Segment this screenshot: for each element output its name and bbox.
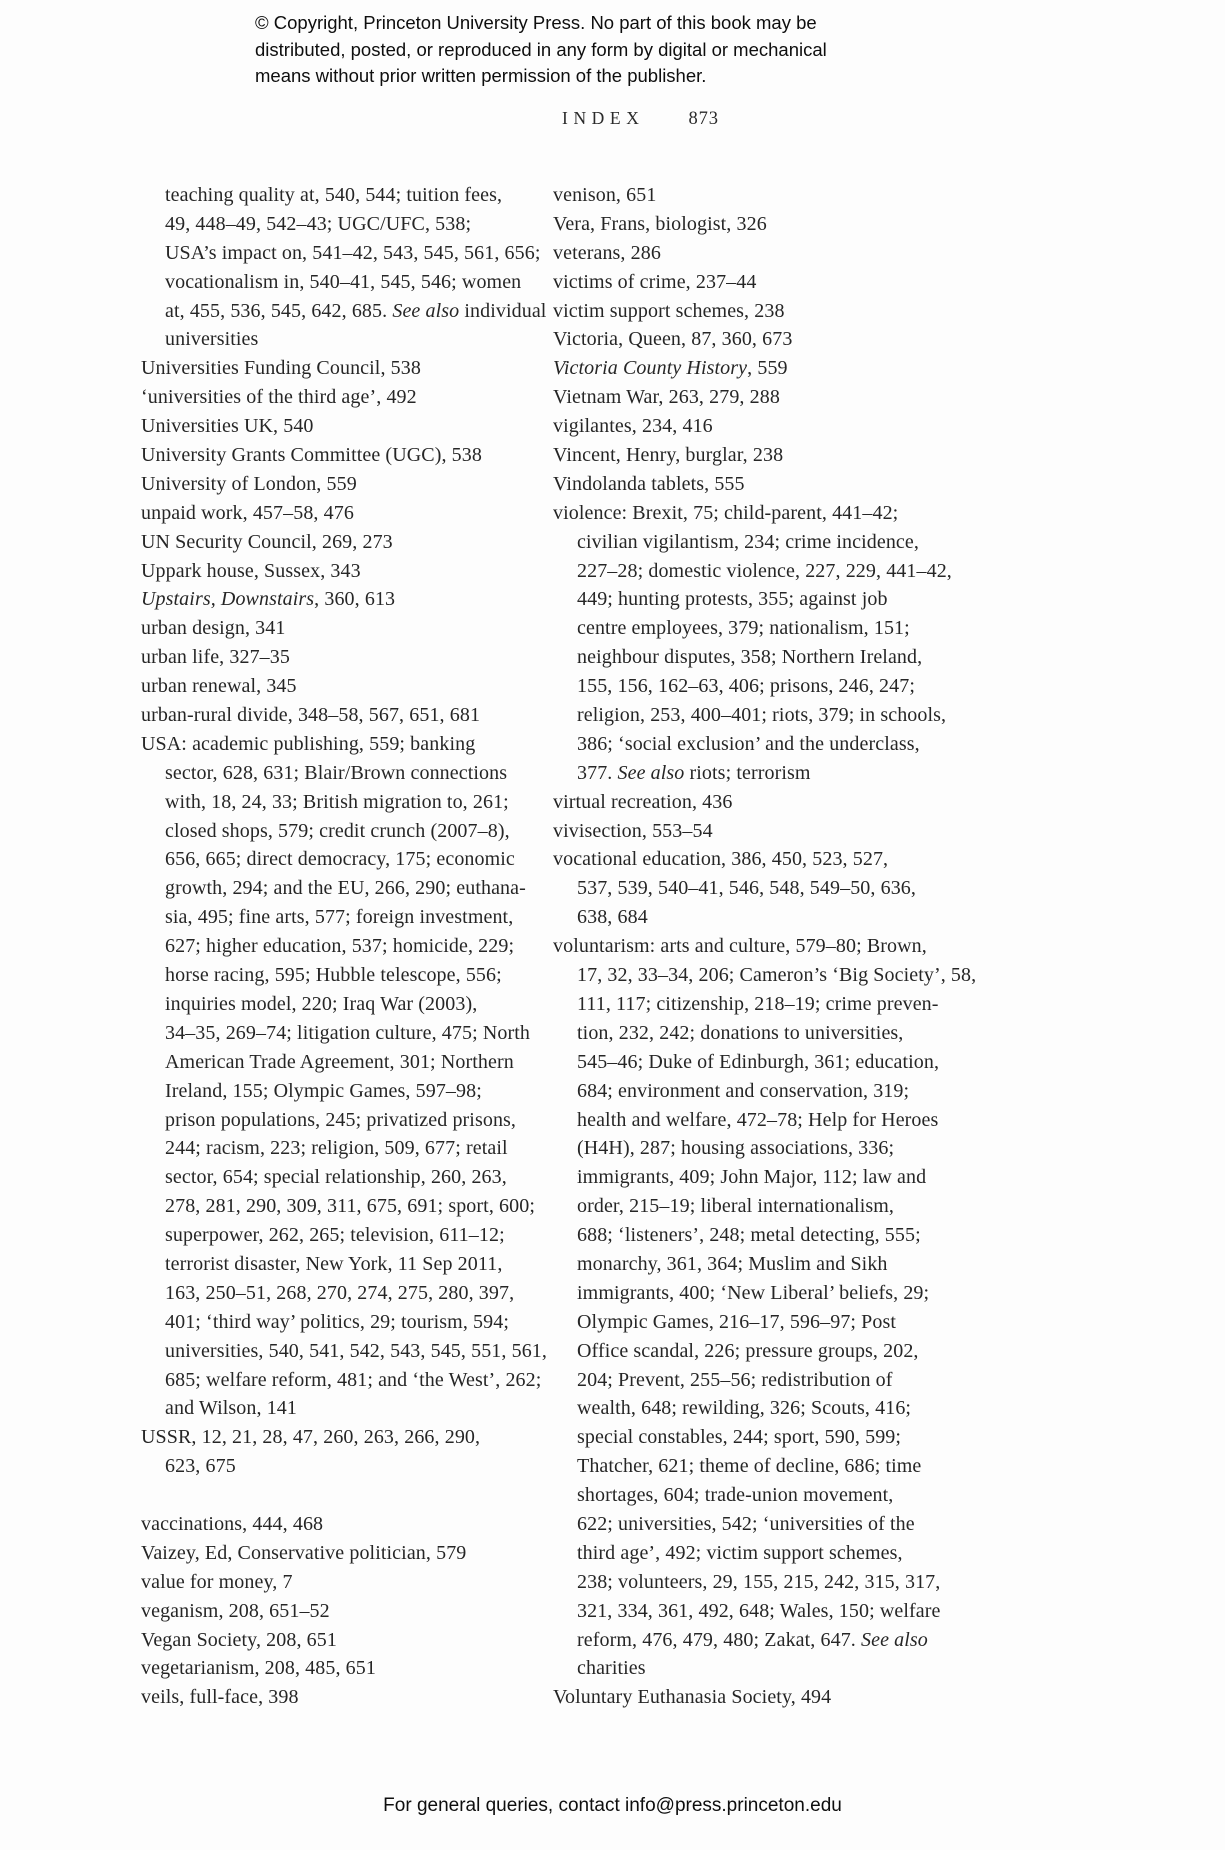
index-entry-line: vivisection, 553–54 bbox=[553, 819, 713, 842]
index-entry-line: universities, 540, 541, 542, 543, 545, 551, 561, bbox=[165, 1339, 548, 1362]
index-entry-line: Vincent, Henry, burglar, 238 bbox=[553, 444, 784, 467]
index-entry-line: 227–28; domestic violence, 227, 229, 441–42, bbox=[577, 559, 952, 582]
running-head bbox=[56, 108, 1225, 130]
index-entry-line: veils, full-face, 398 bbox=[141, 1686, 299, 1709]
index-entry-line: ‘universities of the third age’, 492 bbox=[141, 386, 417, 409]
index-entry-line: 401; ‘third way’ politics, 29; tourism, 594; bbox=[165, 1310, 509, 1333]
index-entry-line: venison, 651 bbox=[553, 184, 657, 206]
index-entry-line: urban design, 341 bbox=[141, 617, 286, 640]
index-entry-line: 244; racism, 223; religion, 509, 677; retail bbox=[165, 1137, 508, 1160]
index-entry-line: 656, 665; direct democracy, 175; economic bbox=[165, 848, 515, 871]
index-entry-line: Voluntary Euthanasia Society, 494 bbox=[553, 1686, 832, 1709]
page-footer bbox=[0, 1795, 1225, 1817]
index-entry-line: sector, 628, 631; Blair/Brown connections bbox=[165, 761, 508, 784]
index-entry-line: Olympic Games, 216–17, 596–97; Post bbox=[577, 1310, 897, 1333]
index-entry-line: vocational education, 386, 450, 523, 527, bbox=[553, 848, 889, 871]
index-entry-line: 537, 539, 540–41, 546, 548, 549–50, 636, bbox=[577, 877, 916, 900]
index-entry-line: violence: Brexit, 75; child-parent, 441–42; bbox=[553, 501, 899, 524]
index-entry-line: Universities Funding Council, 538 bbox=[141, 357, 421, 380]
index-entry-line: Universities UK, 540 bbox=[141, 415, 314, 438]
index-entry-line: urban life, 327–35 bbox=[141, 646, 290, 669]
footer-contact-line: For general queries, contact info@press.princeton.edu bbox=[383, 1795, 842, 1816]
index-entry-line: closed shops, 579; credit crunch (2007–8), bbox=[165, 819, 510, 842]
index-entry-line: USA: academic publishing, 559; banking bbox=[141, 732, 476, 755]
index-entry-line: teaching quality at, 540, 544; tuition fees, bbox=[165, 184, 503, 206]
index-entry-line: veterans, 286 bbox=[553, 241, 661, 264]
index-entry-line: Upstairs, Downstairs, 360, 613 bbox=[141, 588, 396, 611]
index-entry-line: order, 215–19; liberal internationalism, bbox=[577, 1195, 895, 1218]
index-entry-line: 627; higher education, 537; homicide, 229; bbox=[165, 935, 515, 958]
index-entry-line: shortages, 604; trade-union movement, bbox=[577, 1484, 894, 1507]
index-entry-line: sector, 654; special relationship, 260, 263, bbox=[165, 1166, 507, 1189]
index-title: INDEX bbox=[562, 108, 645, 128]
index-entry-line: 386; ‘social exclusion’ and the underclass, bbox=[577, 732, 920, 755]
index-entry-line: urban-rural divide, 348–58, 567, 651, 681 bbox=[141, 704, 481, 727]
index-entry-line: 545–46; Duke of Edinburgh, 361; education, bbox=[577, 1050, 940, 1073]
index-entry-line: 34–35, 269–74; litigation culture, 475; North bbox=[165, 1021, 531, 1044]
index-entry-line: wealth, 648; rewilding, 326; Scouts, 416; bbox=[577, 1397, 912, 1420]
index-entry-line: Vegan Society, 208, 651 bbox=[141, 1628, 337, 1651]
index-entry-line: Thatcher, 621; theme of decline, 686; time bbox=[577, 1455, 922, 1478]
copyright-line: distributed, posted, or reproduced in any form by digital or mechanical bbox=[255, 38, 827, 60]
index-entry-line: 622; universities, 542; ‘universities of the bbox=[577, 1512, 915, 1535]
index-entry-line: vaccinations, 444, 468 bbox=[141, 1512, 324, 1535]
index-entry-line: veganism, 208, 651–52 bbox=[141, 1599, 330, 1622]
index-entry-line: victims of crime, 237–44 bbox=[553, 270, 757, 293]
index-entry-line: 49, 448–49, 542–43; UGC/UFC, 538; bbox=[165, 212, 472, 235]
index-entry-line: 321, 334, 361, 492, 648; Wales, 150; welfare bbox=[577, 1599, 941, 1622]
index-entry-line: tion, 232, 242; donations to universities, bbox=[577, 1021, 904, 1044]
index-entry-line: Ireland, 155; Olympic Games, 597–98; bbox=[165, 1079, 482, 1102]
index-entry-line: 204; Prevent, 255–56; redistribution of bbox=[577, 1368, 893, 1391]
index-entry-line: 278, 281, 290, 309, 311, 675, 691; sport, 600; bbox=[165, 1195, 535, 1218]
index-entry-line: Victoria County History, 559 bbox=[553, 357, 788, 380]
index-entry-line: Vindolanda tablets, 555 bbox=[553, 472, 745, 495]
index-entry-line: 238; volunteers, 29, 155, 215, 242, 315, 317, bbox=[577, 1570, 941, 1593]
index-entry-line: 685; welfare reform, 481; and ‘the West’, 262; bbox=[165, 1368, 542, 1391]
index-entry-line: superpower, 262, 265; television, 611–12; bbox=[165, 1224, 505, 1247]
index-entry-line: civilian vigilantism, 234; crime incidence, bbox=[577, 530, 919, 553]
index-right-column bbox=[553, 181, 1073, 1712]
index-entry-line: religion, 253, 400–401; riots, 379; in schools, bbox=[577, 704, 947, 727]
index-entry-line: unpaid work, 457–58, 476 bbox=[141, 501, 354, 524]
index-entry-line: 638, 684 bbox=[577, 906, 648, 929]
index-entry-line: prison populations, 245; privatized prisons, bbox=[165, 1108, 517, 1131]
index-entry-line: reform, 476, 479, 480; Zakat, 647. See also bbox=[577, 1628, 928, 1651]
index-entry-line: University Grants Committee (UGC), 538 bbox=[141, 444, 482, 467]
index-entry-line: USSR, 12, 21, 28, 47, 260, 263, 266, 290, bbox=[141, 1426, 481, 1449]
index-entry-line: centre employees, 379; nationalism, 151; bbox=[577, 617, 910, 640]
index-entry-line: immigrants, 409; John Major, 112; law and bbox=[577, 1166, 927, 1189]
index-entry-line: charities bbox=[577, 1657, 646, 1680]
index-entry-line: USA’s impact on, 541–42, 543, 545, 561, 656; bbox=[165, 241, 541, 264]
copyright-notice bbox=[255, 10, 827, 90]
index-entry-line: 111, 117; citizenship, 218–19; crime preven- bbox=[577, 992, 939, 1015]
copyright-line: means without prior written permission of the publisher. bbox=[255, 65, 707, 86]
index-entry-line: American Trade Agreement, 301; Northern bbox=[165, 1050, 514, 1073]
index-entry-line: growth, 294; and the EU, 266, 290; euthana- bbox=[165, 877, 526, 900]
index-entry-line: voluntarism: arts and culture, 579–80; Brown, bbox=[553, 935, 927, 958]
index-entry-line: Vera, Frans, biologist, 326 bbox=[553, 212, 767, 235]
index-entry-line: 449; hunting protests, 355; against job bbox=[577, 588, 888, 611]
index-entry-line: value for money, 7 bbox=[141, 1570, 293, 1593]
index-entry-line: virtual recreation, 436 bbox=[553, 790, 733, 813]
index-entry-line: health and welfare, 472–78; Help for Heroes bbox=[577, 1108, 939, 1131]
index-entry-line: Victoria, Queen, 87, 360, 673 bbox=[553, 328, 793, 351]
index-entry-line: Vaizey, Ed, Conservative politician, 579 bbox=[141, 1541, 467, 1564]
index-entry-line: University of London, 559 bbox=[141, 472, 357, 495]
index-entry-line: Uppark house, Sussex, 343 bbox=[141, 559, 361, 582]
index-entry-line: neighbour disputes, 358; Northern Ireland, bbox=[577, 646, 923, 669]
index-entry-line: 163, 250–51, 268, 270, 274, 275, 280, 397, bbox=[165, 1281, 515, 1304]
index-entry-line: with, 18, 24, 33; British migration to, 261; bbox=[165, 790, 509, 813]
index-left-column bbox=[141, 181, 553, 1712]
index-entry-line: third age’, 492; victim support schemes, bbox=[577, 1541, 903, 1564]
index-entry-line: terrorist disaster, New York, 11 Sep 2011, bbox=[165, 1252, 503, 1275]
index-entry-line: universities bbox=[165, 328, 259, 351]
index-entry-line: Vietnam War, 263, 279, 288 bbox=[553, 386, 780, 409]
index-entry-line: immigrants, 400; ‘New Liberal’ beliefs, 29; bbox=[577, 1281, 930, 1304]
index-entry-line: 684; environment and conservation, 319; bbox=[577, 1079, 910, 1102]
index-entry-line: 623, 675 bbox=[165, 1455, 236, 1478]
index-entry-line: 155, 156, 162–63, 406; prisons, 246, 247; bbox=[577, 675, 915, 698]
index-entry-line: UN Security Council, 269, 273 bbox=[141, 530, 393, 553]
index-entry-line: inquiries model, 220; Iraq War (2003), bbox=[165, 992, 478, 1015]
page-number: 873 bbox=[688, 109, 719, 129]
index-entry-line: sia, 495; fine arts, 577; foreign investment, bbox=[165, 906, 514, 929]
index-entry-line: vegetarianism, 208, 485, 651 bbox=[141, 1657, 376, 1680]
index-entry-line: Office scandal, 226; pressure groups, 202, bbox=[577, 1339, 919, 1362]
index-entry-line: monarchy, 361, 364; Muslim and Sikh bbox=[577, 1252, 888, 1275]
index-entry-line: and Wilson, 141 bbox=[165, 1397, 297, 1420]
index-entry-line: vocationalism in, 540–41, 545, 546; women bbox=[165, 270, 522, 293]
index-columns bbox=[141, 181, 1073, 1712]
index-entry-line: vigilantes, 234, 416 bbox=[553, 415, 713, 438]
index-entry-line: (H4H), 287; housing associations, 336; bbox=[577, 1137, 895, 1160]
index-entry-line: 688; ‘listeners’, 248; metal detecting, 555; bbox=[577, 1224, 921, 1247]
index-entry-line: horse racing, 595; Hubble telescope, 556; bbox=[165, 964, 502, 987]
index-entry-line: victim support schemes, 238 bbox=[553, 299, 785, 322]
index-entry-line: special constables, 244; sport, 590, 599; bbox=[577, 1426, 902, 1449]
index-entry-line: urban renewal, 345 bbox=[141, 675, 297, 698]
copyright-line: © Copyright, Princeton University Press. No part of this book may be bbox=[255, 12, 817, 33]
index-entry-line: 17, 32, 33–34, 206; Cameron’s ‘Big Society’, 58, bbox=[577, 964, 977, 987]
index-section-gap bbox=[141, 1481, 553, 1510]
index-entry-line: at, 455, 536, 545, 642, 685. See also individual bbox=[165, 299, 547, 322]
index-entry-line: 377. See also riots; terrorism bbox=[577, 761, 811, 784]
